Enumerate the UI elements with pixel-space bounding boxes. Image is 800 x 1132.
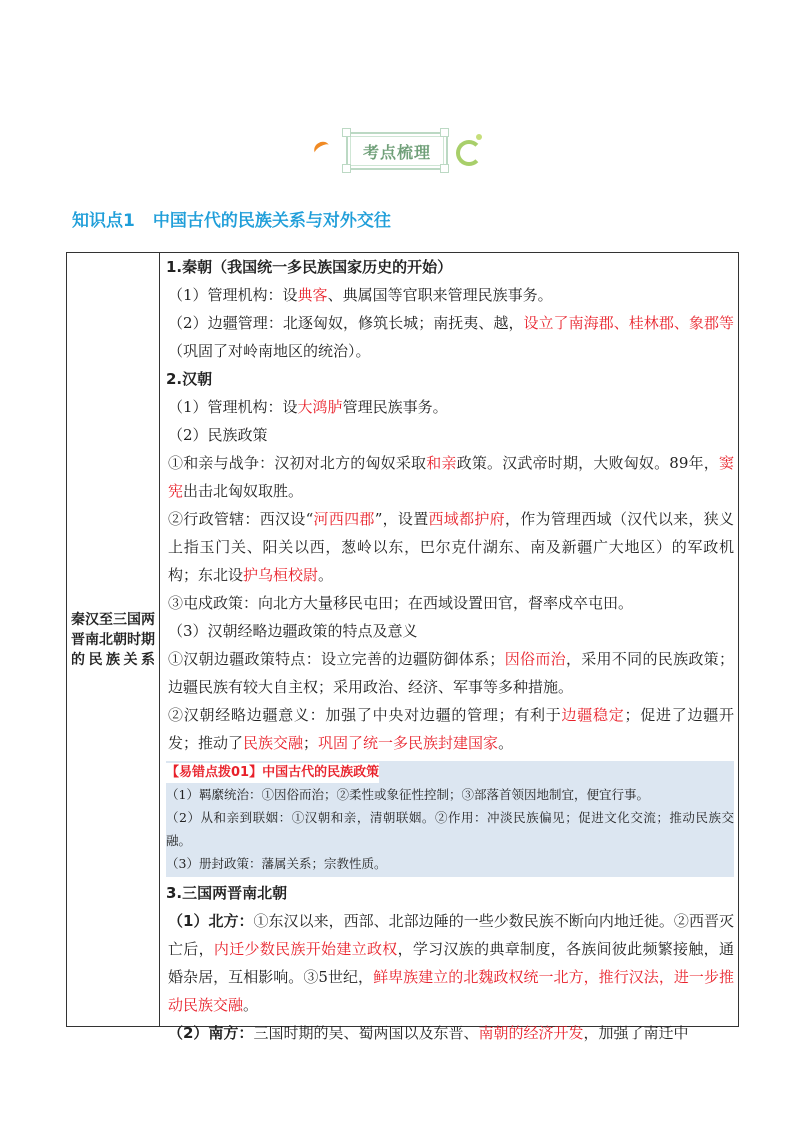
text-segment: （2）民族政策	[168, 426, 268, 444]
row-label: 秦汉至三国两晋南北朝时期的民族关系	[67, 253, 160, 1027]
text-segment: （1）北方：	[168, 912, 254, 930]
text-segment: ；	[303, 734, 319, 752]
text-segment: （巩固了对岭南地区的统治）。	[168, 342, 371, 360]
leaf-ornament-icon	[312, 139, 333, 159]
tip-item: （2）从和亲到联姻：①汉朝和亲，清朝联姻。②作用：冲淡民族偏见；促进文化交流；推动民族交融。	[166, 810, 734, 848]
text-segment: （2）边疆管理：北逐匈奴，修筑长城；南抚夷、越，	[168, 314, 524, 332]
highlighted-text: 边疆稳定	[561, 706, 625, 724]
knowledge-point-number: 知识点1	[72, 211, 135, 231]
highlighted-text: 内迁少数民族开始建立政权	[213, 940, 398, 958]
highlighted-text: 窦宪	[168, 454, 734, 500]
text-segment: ，采用不同的民族政策；边疆民族有较大自主权；采用政治、经济、军事等多种措施。	[168, 650, 734, 696]
text-segment: （3）汉朝经略边疆政策的特点及意义	[168, 622, 418, 640]
dot-ornament-icon	[476, 134, 482, 140]
highlighted-text: 民族交融	[243, 734, 304, 752]
paragraph	[166, 907, 734, 1019]
paragraph	[166, 701, 734, 757]
section-banner	[306, 128, 496, 174]
tip-item: （3）册封政策：藩属关系；宗教性质。	[166, 856, 387, 871]
text-segment: ①和亲与战争：汉初对北方的匈奴采取	[168, 454, 427, 472]
tip-box	[166, 761, 734, 877]
paragraph	[166, 449, 734, 505]
highlighted-text: 南朝的经济开发	[478, 1024, 584, 1042]
text-segment: ①汉朝边疆政策特点：设立完善的边疆防御体系；	[168, 650, 505, 668]
corner-ornament	[342, 164, 351, 173]
corner-ornament	[440, 164, 449, 173]
paragraph	[166, 1019, 734, 1047]
highlighted-text: 护乌桓校尉	[243, 566, 319, 584]
highlighted-text: 西域都护府	[428, 510, 505, 528]
text-segment: ，学习汉族的典章制度，各族间彼此频繁接触，通婚杂居，互相影响。③5世纪，	[168, 940, 734, 986]
highlighted-text: 大鸿胪	[297, 398, 343, 416]
text-segment: ②行政管辖：西汉设“	[168, 510, 314, 528]
text-segment: 管理民族事务。	[342, 398, 448, 416]
three-kingdoms-section	[166, 879, 734, 1047]
knowledge-point-heading	[72, 206, 409, 231]
tip-item: （1）羁縻统治：①因俗而治；②柔性或象征性控制；③部落首领因地制宜，便宜行事。	[166, 787, 649, 802]
section-heading	[166, 365, 734, 393]
paragraph	[166, 393, 734, 421]
text-segment: 出击北匈奴取胜。	[183, 482, 304, 500]
corner-ornament	[342, 128, 351, 137]
paragraph	[166, 281, 734, 309]
text-segment: 。	[498, 734, 514, 752]
text-segment: ”，设置	[374, 510, 429, 528]
text-segment: 三国时期的吴、蜀两国以及东晋、	[253, 1024, 479, 1042]
text-segment: ，作为管理西域（汉代以来，狭义上指玉门关、阳关以西，葱岭以东，巴尔克什湖东、南及新疆广大地区）的军政机构；东北设	[168, 510, 734, 584]
paragraph	[166, 645, 734, 701]
highlighted-text: 和亲	[426, 454, 457, 472]
text-segment: ②汉朝经略边疆意义：加强了中央对边疆的管理；有利于	[168, 706, 562, 724]
text-segment: ③屯戍政策：向北方大量移民屯田；在西域设置田官，督率戍卒屯田。	[168, 594, 634, 612]
text-segment: 政策。汉武帝时期，大败匈奴。89年，	[456, 454, 719, 472]
section-heading	[166, 253, 734, 281]
highlighted-text: 巩固了统一多民族封建国家	[318, 734, 499, 752]
paragraph	[166, 309, 734, 365]
text-segment: 2.汉朝	[166, 370, 213, 388]
text-segment: 、典属国等官职来管理民族事务。	[327, 286, 553, 304]
highlighted-text: 典客	[297, 286, 328, 304]
text-segment: 。	[243, 996, 259, 1014]
paragraph	[166, 421, 734, 449]
highlighted-text: 鲜卑族建立的北魏政权统一北方，推行汉法，进一步推动民族交融	[168, 968, 734, 1014]
tip-title: 【易错点拨01】中国古代的民族政策	[166, 763, 379, 783]
swirl-ornament-icon	[456, 140, 482, 166]
text-segment: ①东汉以来，西部、北部边陲的一些少数民族不断向内地迁徙。②西晋灭亡后，	[168, 912, 734, 958]
highlighted-text: 河西四郡	[313, 510, 375, 528]
content-table	[66, 252, 739, 1042]
corner-ornament	[440, 128, 449, 137]
banner-title: 考点梳理	[346, 132, 448, 170]
text-segment: （1）管理机构：设	[168, 286, 298, 304]
paragraph	[166, 589, 734, 617]
qin-han-section	[166, 253, 734, 757]
paragraph	[166, 505, 734, 589]
row-content	[160, 253, 739, 1042]
text-segment: 3.三国两晋南北朝	[166, 884, 288, 902]
text-segment: ，加强了南迁中	[583, 1024, 689, 1042]
text-segment: 。	[318, 566, 334, 584]
highlighted-text: 设立了南海郡、桂林郡、象郡等	[523, 314, 734, 332]
text-segment: （1）管理机构：设	[168, 398, 298, 416]
text-segment: 1.秦朝（我国统一多民族国家历史的开始）	[166, 258, 453, 276]
knowledge-point-title: 中国古代的民族关系与对外交往	[152, 211, 391, 231]
highlighted-text: 因俗而治	[504, 650, 566, 668]
section-heading	[166, 879, 734, 907]
text-segment: （2）南方：	[168, 1024, 254, 1042]
paragraph	[166, 617, 734, 645]
text-segment: ；促进了边疆开发；推动了	[168, 706, 734, 752]
